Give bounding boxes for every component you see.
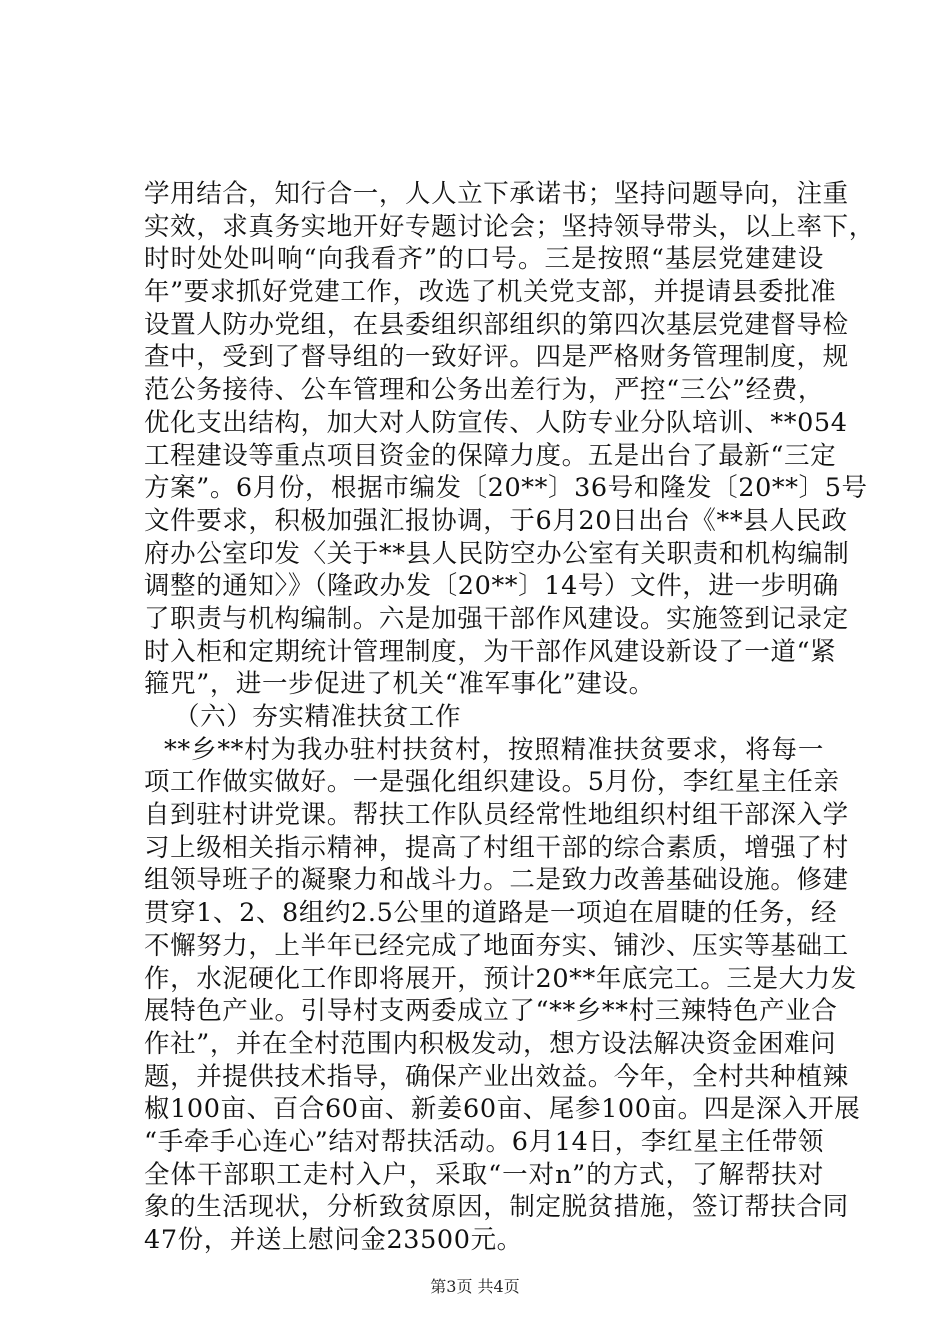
paragraph-line: 设置人防办党组，在县委组织部组织的第四次基层党建督导检 (144, 309, 849, 340)
paragraph-line: 题，并提供技术指导，确保产业出效益。今年，全村共种植辣 (144, 1061, 849, 1092)
paragraph-line: 查中，受到了督导组的一致好评。四是严格财务管理制度，规 (144, 342, 849, 373)
paragraph-line: “手牵手心连心”结对帮扶活动。6月14日，李红星主任带领 (144, 1126, 824, 1157)
page-number-footer: 第3页 共4页 (430, 1277, 520, 1296)
paragraph-line: 展特色产业。引导村支两委成立了“**乡**村三辣特色产业合 (144, 996, 838, 1027)
section-heading: （六）夯实精准扶贫工作 (174, 702, 462, 732)
section-5-continuation (144, 178, 875, 701)
paragraph-line: 组领导班子的凝聚力和战斗力。二是致力改善基础设施。修建 (144, 865, 849, 896)
paragraph-line: 项工作做实做好。一是强化组织建设。5月份，李红星主任亲 (144, 767, 840, 798)
paragraph-line: 时时处处叫响“向我看齐”的口号。三是按照“基层党建建设 (144, 244, 824, 275)
paragraph-line: 贯穿1、2、8组约2.5公里的道路是一项迫在眉睫的任务，经 (144, 898, 838, 929)
paragraph-line: 作社”，并在全村范围内积极发动，想方设法解决资金困难问 (144, 1028, 837, 1059)
section-6-paragraph (144, 734, 861, 1257)
paragraph-line: 象的生活现状，分析致贫原因，制定脱贫措施，签订帮扶合同 (144, 1192, 849, 1223)
paragraph-line-last: 47份，并送上慰问金23500元。 (144, 1225, 523, 1255)
paragraph-line: 不懈努力，上半年已经完成了地面夯实、铺沙、压实等基础工 (144, 930, 849, 961)
paragraph-line: 作，水泥硬化工作即将展开，预计20**年底完工。三是大力发 (144, 963, 857, 994)
paragraph-line: 优化支出结构，加大对人防宣传、人防专业分队培训、**054 (144, 407, 848, 438)
paragraph-line: 了职责与机构编制。六是加强干部作风建设。实施签到记录定 (144, 603, 849, 634)
paragraph-line: 时入柜和定期统计管理制度，为干部作风建设新设了一道“紧 (144, 636, 837, 667)
paragraph-line: 自到驻村讲党课。帮扶工作队员经常性地组织村组干部深入学 (144, 800, 849, 831)
document-body (144, 178, 875, 1257)
paragraph-line: 方案”。6月份，根据市编发〔20**〕36号和隆发〔20**〕5号 (144, 473, 868, 504)
paragraph-line: 年”要求抓好党建工作，改选了机关党支部，并提请县委批准 (144, 277, 837, 308)
paragraph-line: 工程建设等重点项目资金的保障力度。五是出台了最新“三定 (144, 440, 837, 471)
paragraph-first-line: **乡**村为我办驻村扶贫村，按照精准扶贫要求，将每一 (164, 734, 824, 765)
paragraph-line-last: 箍咒”，进一步促进了机关“准军事化”建设。 (144, 669, 655, 700)
paragraph-line: 椒100亩、百合60亩、新姜60亩、尾参100亩。四是深入开展 (144, 1094, 861, 1125)
paragraph-line: 习上级相关指示精神，提高了村组干部的综合素质，增强了村 (144, 832, 849, 863)
paragraph-line: 全体干部职工走村入户，采取“一对n”的方式，了解帮扶对 (144, 1159, 824, 1190)
paragraph-line: 调整的通知〉》（隆政办发〔20**〕14号）文件，进一步明确 (144, 571, 839, 602)
paragraph-line: 范公务接待、公车管理和公务出差行为，严控“三公”经费， (144, 375, 824, 406)
paragraph-line: 学用结合，知行合一，人人立下承诺书；坚持问题导向，注重 (144, 179, 849, 209)
paragraph-line: 府办公室印发〈关于**县人民防空办公室有关职责和机构编制 (144, 538, 850, 569)
paragraph-line: 文件要求，积极加强汇报协调，于6月20日出台《**县人民政 (144, 505, 848, 536)
paragraph-line: 实效，求真务实地开好专题讨论会；坚持领导带头，以上率下， (144, 211, 875, 242)
